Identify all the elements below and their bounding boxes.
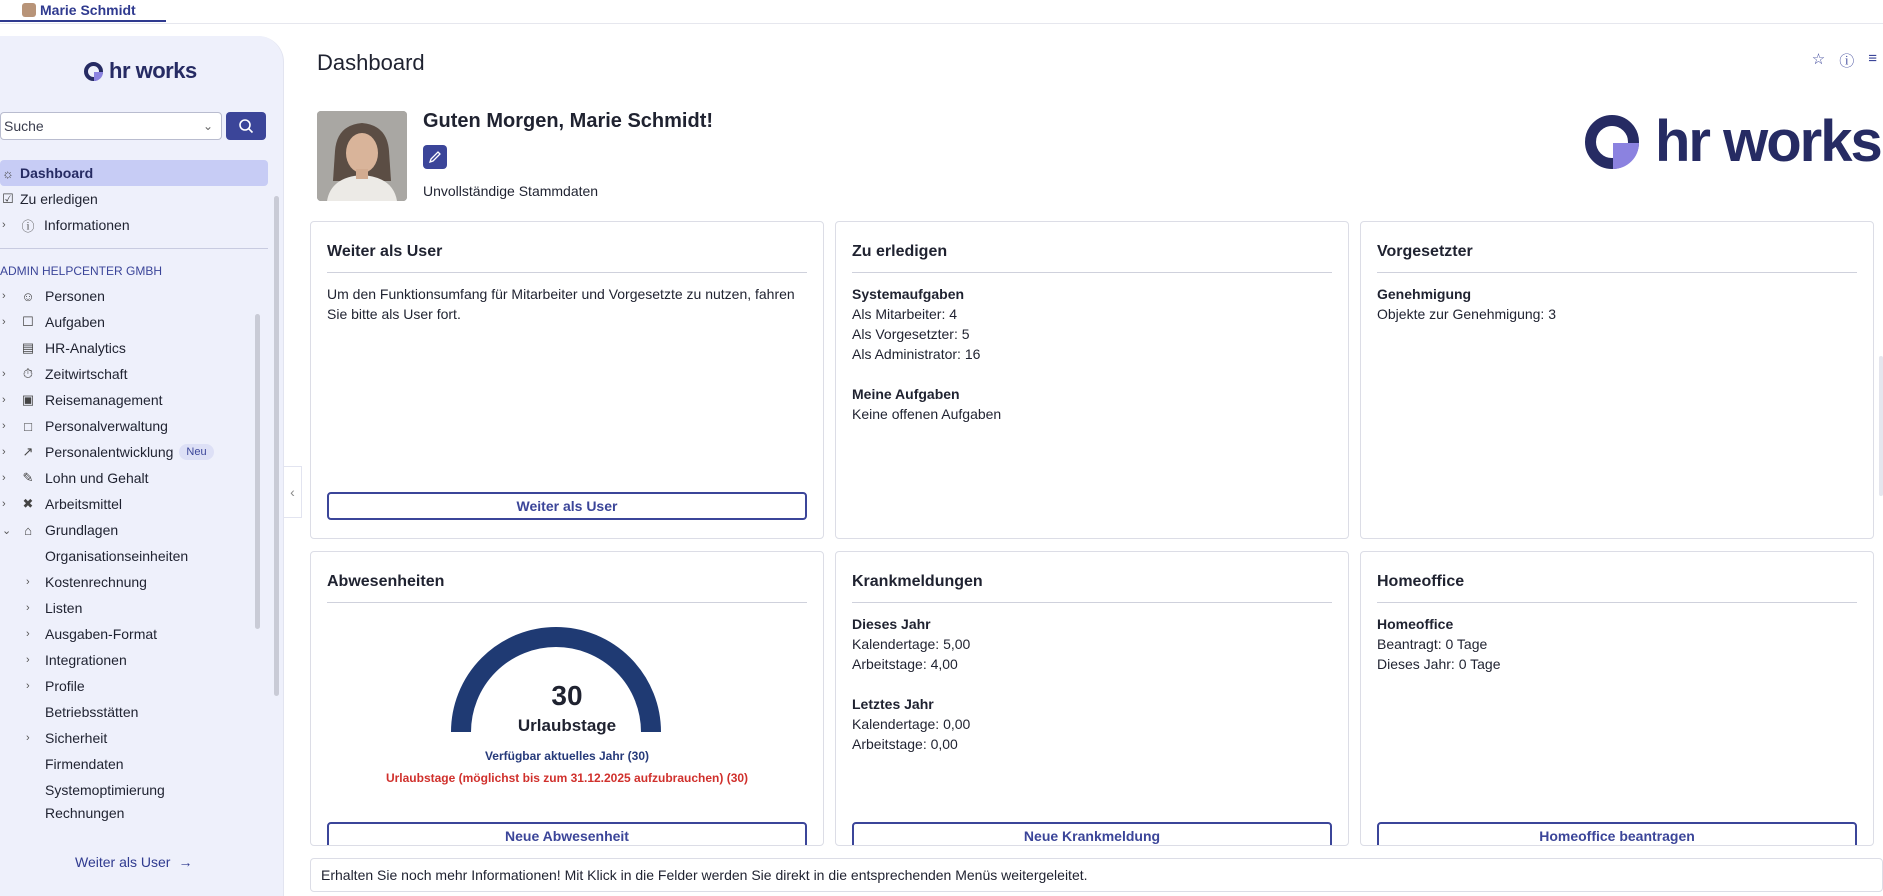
- sidebar-item-label: Systemoptimierung: [45, 782, 165, 798]
- search-value: Suche: [4, 118, 44, 134]
- card-weiter-als-user[interactable]: [310, 221, 824, 539]
- tools-icon: ✖: [22, 496, 34, 511]
- sidebar-item-label: Aufgaben: [45, 314, 105, 330]
- sidebar-item-label: Organisationseinheiten: [45, 548, 189, 564]
- sidebar-item-label: Reisemanagement: [45, 392, 163, 408]
- pencil-icon: [428, 150, 442, 164]
- sidebar-subitem-listen[interactable]: [0, 595, 270, 621]
- section-heading: Genehmigung: [1377, 286, 1472, 302]
- chevron-right-icon[interactable]: ›: [2, 368, 6, 380]
- sidebar-item-label: Profile: [45, 678, 85, 694]
- home-icon: ⌂: [24, 522, 32, 538]
- sidebar-divider: [0, 248, 268, 249]
- help-icon[interactable]: ⓘ: [1839, 53, 1855, 70]
- card-title: Homeoffice: [1377, 573, 1465, 590]
- edit-profile-button[interactable]: [423, 145, 447, 169]
- weiter-als-user-link[interactable]: [75, 854, 192, 870]
- list-item: Arbeitstage: 0,00: [852, 736, 958, 752]
- card-zu-erledigen[interactable]: [835, 221, 1349, 539]
- sidebar-item-label: Dashboard: [20, 165, 94, 181]
- list-item: Beantragt: 0 Tage: [1377, 636, 1488, 652]
- chevron-right-icon[interactable]: ›: [26, 732, 30, 744]
- card-title: Vorgesetzter: [1377, 243, 1473, 260]
- card-title: Abwesenheiten: [327, 573, 445, 590]
- chevron-right-icon[interactable]: ›: [2, 420, 6, 432]
- card-krankmeldungen[interactable]: [835, 551, 1349, 846]
- nav-scrollbar[interactable]: [255, 314, 260, 629]
- sidebar-item-label: Lohn und Gehalt: [45, 470, 149, 486]
- list-item: Als Mitarbeiter: 4: [852, 306, 958, 322]
- list-item: Dieses Jahr: 0 Tage: [1377, 656, 1501, 672]
- list-item: Als Administrator: 16: [852, 346, 981, 362]
- sidebar-logo[interactable]: [84, 58, 197, 84]
- info-footer: [310, 858, 1883, 892]
- sidebar-item-label: Ausgaben-Format: [45, 626, 158, 642]
- weiter-als-user-button[interactable]: Weiter als User: [327, 492, 807, 520]
- sidebar-nav: [0, 160, 270, 823]
- sidebar-scrollbar[interactable]: [274, 196, 279, 696]
- sidebar-item-label: Grundlagen: [45, 522, 119, 538]
- top-bar: [0, 0, 1883, 24]
- sidebar-item-personalentwicklung[interactable]: [0, 439, 270, 465]
- arrow-right-icon: →: [178, 854, 193, 870]
- brand-logo-text: hr works: [1655, 109, 1881, 174]
- sidebar-subitem-organisationseinheiten[interactable]: [0, 543, 270, 569]
- luggage-icon: ▣: [21, 392, 35, 407]
- sidebar-logo-text: hr works: [109, 58, 197, 83]
- sidebar-item-zeitwirtschaft[interactable]: [0, 361, 270, 387]
- card-body: [1377, 284, 1857, 324]
- sidebar-item-label: Personalverwaltung: [45, 418, 168, 434]
- section-heading: Systemaufgaben: [852, 286, 965, 302]
- info-icon: ⓘ: [21, 218, 35, 234]
- list-item: Arbeitstage: 4,00: [852, 656, 958, 672]
- sidebar-item-label: Sicherheit: [45, 730, 108, 746]
- chevron-right-icon[interactable]: ›: [2, 219, 6, 231]
- sidebar-item-label: Personen: [45, 288, 105, 304]
- card-title: Weiter als User: [327, 243, 443, 260]
- footer-text: Erhalten Sie noch mehr Informationen! Mit Klick in die Felder werden Sie direkt in die entsprechenden Menüs weitergeleitet.: [321, 867, 1088, 883]
- section-heading: Dieses Jahr: [852, 616, 931, 632]
- user-tab[interactable]: [0, 0, 166, 22]
- profile-portrait-icon: [317, 111, 407, 201]
- sidebar-item-label: Informationen: [44, 217, 130, 233]
- sidebar-item-informationen[interactable]: [0, 212, 270, 238]
- sidebar-item-label: Betriebsstätten: [45, 704, 139, 720]
- chevron-down-icon[interactable]: ⌄: [2, 524, 12, 537]
- stopwatch-icon: ⏱: [22, 366, 34, 381]
- card-divider: [327, 602, 807, 603]
- list-item: Keine offenen Aufgaben: [852, 406, 1002, 422]
- card-text: Um den Funktionsumfang für Mitarbeiter und Vorgesetzte zu nutzen, fahren Sie bitte als User fort.: [327, 286, 795, 322]
- section-heading: Meine Aufgaben: [852, 386, 960, 402]
- growth-icon: ↗: [22, 444, 34, 459]
- people-icon: ☺: [21, 288, 35, 304]
- sidebar-subitem-betriebsstaetten[interactable]: [0, 699, 270, 725]
- sidebar-subitem-ausgaben-format[interactable]: [0, 621, 270, 647]
- sidebar-item-reisemanagement[interactable]: [0, 387, 270, 413]
- sidebar-subitem-kostenrechnung[interactable]: [0, 569, 270, 595]
- sidebar-item-label: Integrationen: [45, 652, 127, 668]
- sidebar-collapse-button[interactable]: [284, 466, 302, 518]
- sidebar-item-label: HR-Analytics: [45, 340, 126, 356]
- card-body: [1377, 614, 1857, 674]
- new-badge: Neu: [179, 444, 213, 460]
- card-homeoffice[interactable]: [1360, 551, 1874, 846]
- list-item: Kalendertage: 0,00: [852, 716, 971, 732]
- page-title: Dashboard: [317, 50, 425, 75]
- sidebar-item-lohn-und-gehalt[interactable]: [0, 465, 270, 491]
- chevron-right-icon[interactable]: ›: [26, 680, 30, 692]
- section-heading: Homeoffice: [1377, 616, 1454, 632]
- card-divider: [1377, 272, 1857, 273]
- company-label: ADMIN HELPCENTER GMBH: [0, 264, 163, 278]
- profile-photo: [317, 111, 407, 201]
- card-vorgesetzter[interactable]: [1360, 221, 1874, 539]
- profile-status: Unvollständige Stammdaten: [423, 183, 599, 199]
- available-days: Verfügbar aktuelles Jahr (30): [484, 749, 650, 763]
- sidebar-item-grundlagen[interactable]: [0, 517, 270, 543]
- sidebar-item-label: Personalentwicklung: [45, 444, 174, 460]
- card-abwesenheiten[interactable]: [310, 551, 824, 846]
- neue-krankmeldung-button[interactable]: Neue Krankmeldung: [852, 822, 1332, 846]
- brand-logo: [1585, 108, 1881, 175]
- chevron-right-icon[interactable]: ›: [26, 628, 30, 640]
- menu-icon[interactable]: ≡: [1868, 50, 1877, 67]
- dashboard-icon: ☼: [2, 165, 14, 181]
- sidebar-item-zu-erledigen[interactable]: [0, 186, 270, 212]
- search-icon: [238, 118, 254, 134]
- card-divider: [1377, 602, 1857, 603]
- sidebar-subitem-systemoptimierung[interactable]: [0, 777, 270, 803]
- search-input[interactable]: [0, 112, 222, 140]
- vacation-deadline-note: Urlaubstage (möglichst bis zum 31.12.2025 aufzubrauchen) (30): [385, 771, 749, 785]
- sidebar-item-arbeitsmittel[interactable]: [0, 491, 270, 517]
- chevron-right-icon[interactable]: ›: [2, 472, 6, 484]
- greeting-heading: Guten Morgen, Marie Schmidt!: [423, 110, 714, 132]
- section-heading: Letztes Jahr: [852, 696, 934, 712]
- sidebar-subitem-firmendaten[interactable]: [0, 751, 270, 777]
- sidebar-subitem-rechnungen[interactable]: [0, 803, 270, 823]
- list-item: Kalendertage: 5,00: [852, 636, 971, 652]
- card-body: [852, 614, 1332, 754]
- weiter-link-label: Weiter als User: [75, 854, 171, 870]
- sidebar-item-label: Zu erledigen: [20, 191, 98, 207]
- header-actions: [1812, 50, 1883, 71]
- gauge-value: 30: [551, 680, 583, 711]
- sidebar: [0, 36, 284, 896]
- chevron-right-icon[interactable]: ›: [2, 316, 6, 328]
- chevron-down-icon[interactable]: ⌄: [202, 119, 213, 133]
- user-tab-label: Marie Schmidt: [40, 2, 136, 18]
- card-body: [852, 284, 1332, 424]
- chevron-left-icon: ‹: [290, 484, 295, 500]
- star-icon[interactable]: ☆: [1811, 51, 1826, 68]
- chart-icon: ▤: [21, 340, 35, 355]
- sidebar-subitem-profile[interactable]: [0, 673, 270, 699]
- homeoffice-beantragen-button[interactable]: Homeoffice beantragen: [1377, 822, 1857, 846]
- sidebar-item-personen[interactable]: [0, 283, 270, 309]
- card-divider: [327, 272, 807, 273]
- tasks-icon: ☐: [22, 314, 34, 329]
- sidebar-subitem-integrationen[interactable]: [0, 647, 270, 673]
- sidebar-subitem-sicherheit[interactable]: [0, 725, 270, 751]
- card-title: Krankmeldungen: [852, 573, 983, 590]
- neue-abwesenheit-button[interactable]: Neue Abwesenheit: [327, 822, 807, 846]
- sidebar-item-personalverwaltung[interactable]: [0, 413, 270, 439]
- sidebar-item-label: Firmendaten: [45, 756, 124, 772]
- salary-icon: ✎: [22, 470, 34, 485]
- sidebar-item-label: Kostenrechnung: [45, 574, 147, 590]
- chevron-right-icon[interactable]: ›: [2, 446, 6, 458]
- sidebar-item-label: Arbeitsmittel: [45, 496, 123, 512]
- search-button[interactable]: [226, 112, 266, 140]
- chevron-right-icon[interactable]: ›: [2, 394, 6, 406]
- list-item: Objekte zur Genehmigung: 3: [1377, 306, 1556, 322]
- sidebar-item-aufgaben[interactable]: [0, 309, 270, 335]
- sidebar-item-dashboard[interactable]: [0, 160, 268, 186]
- chevron-right-icon[interactable]: ›: [2, 290, 6, 302]
- hr-works-logo-icon: [84, 62, 103, 81]
- folder-icon: □: [24, 418, 32, 434]
- card-divider: [852, 272, 1332, 273]
- hr-works-logo-icon: [1585, 115, 1639, 169]
- gauge-label: Urlaubstage: [517, 716, 617, 735]
- chevron-right-icon[interactable]: ›: [26, 602, 30, 614]
- sidebar-item-label: Rechnungen: [45, 805, 125, 821]
- page-scrollbar[interactable]: [1879, 356, 1883, 496]
- list-item: Als Vorgesetzter: 5: [852, 326, 970, 342]
- checklist-icon: ☑: [2, 191, 14, 206]
- card-divider: [852, 602, 1332, 603]
- sidebar-item-hr-analytics[interactable]: [0, 335, 270, 361]
- card-body: [327, 284, 807, 324]
- chevron-right-icon[interactable]: ›: [26, 654, 30, 666]
- chevron-right-icon[interactable]: ›: [26, 576, 30, 588]
- sidebar-item-label: Listen: [45, 600, 83, 616]
- chevron-right-icon[interactable]: ›: [2, 498, 6, 510]
- card-title: Zu erledigen: [852, 243, 948, 260]
- sidebar-item-label: Zeitwirtschaft: [45, 366, 128, 382]
- user-avatar-icon: [22, 3, 36, 17]
